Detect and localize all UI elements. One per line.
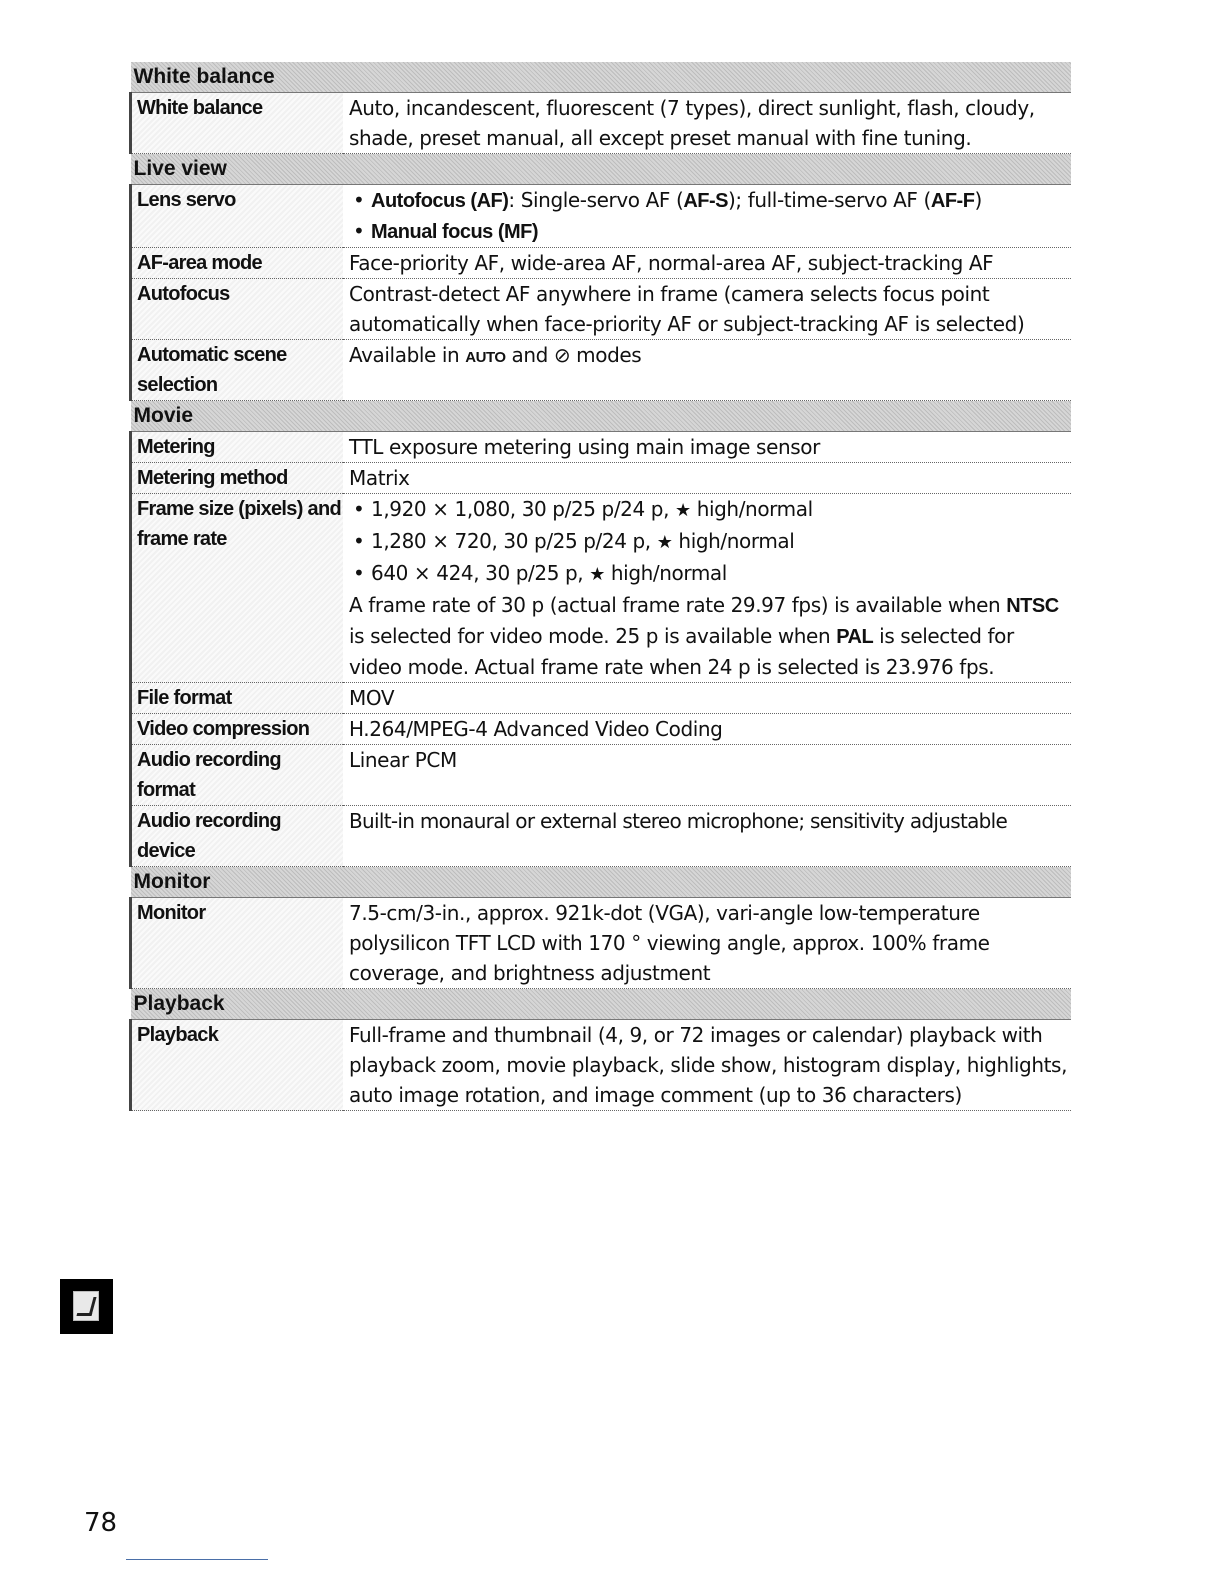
- lens-servo-list: [349, 185, 1071, 247]
- text-run: ); full-time-servo AF (: [728, 188, 931, 212]
- spec-row-automatic-scene-selection: [131, 340, 1072, 401]
- spec-value: [343, 185, 1071, 248]
- star-icon: ★: [675, 500, 691, 521]
- list-item: [349, 494, 1071, 526]
- section-header-live-view: [131, 154, 1072, 185]
- frame-rate-note: [349, 590, 1071, 682]
- text-run: is selected for video mode. Actual frame rate when 24 p is selected is 23.976 fps.: [349, 624, 1014, 679]
- spec-value: Full-frame and thumbnail (4, 9, or 72 images or calendar) playback with playback zoom, movie playback, slide show, histogram display, highlights, auto image rotation, and image comment (up to 36 characters): [343, 1020, 1071, 1111]
- text-run: 1,280 × 720, 30 p/25 p/24 p,: [371, 529, 657, 553]
- spec-row-autofocus: [131, 279, 1072, 340]
- section-header-monitor: [131, 867, 1072, 898]
- spec-label: White balance: [131, 93, 344, 154]
- spec-row-playback: [131, 1020, 1072, 1111]
- footer-rule: [126, 1559, 268, 1560]
- text-run: A frame rate of 30 p (actual frame rate 29.97 fps) is available when: [349, 593, 1007, 617]
- spec-value: Face-priority AF, wide-area AF, normal-area AF, subject-tracking AF: [343, 248, 1071, 279]
- bold-term: AF-S: [683, 190, 729, 212]
- spec-value: [343, 340, 1071, 401]
- spec-value: 7.5-cm/3-in., approx. 921k-dot (VGA), vari-angle low-temperature polysilicon TFT LCD with 170 ° viewing angle, approx. 100% frame coverage, and brightness adjustment: [343, 898, 1071, 989]
- spec-row-metering: [131, 432, 1072, 463]
- spec-label: Autofocus: [131, 279, 344, 340]
- spec-value: Matrix: [343, 463, 1071, 494]
- star-icon: ★: [589, 564, 605, 585]
- list-item: [349, 526, 1071, 558]
- bold-term: Manual focus (MF): [371, 221, 539, 243]
- bold-term: PAL: [836, 626, 874, 648]
- specifications-table: [129, 62, 1071, 1111]
- flash-off-mode-icon: ⊘: [553, 343, 571, 367]
- text-run: 1,920 × 1,080, 30 p/25 p/24 p,: [371, 497, 675, 521]
- spec-label: Video compression: [131, 714, 344, 745]
- spec-value: H.264/MPEG-4 Advanced Video Coding: [343, 714, 1071, 745]
- spec-label: Metering: [131, 432, 344, 463]
- text-run: Available in: [349, 343, 466, 367]
- spec-row-frame-size: [131, 494, 1072, 683]
- spec-value: Contrast-detect AF anywhere in frame (camera selects focus point automatically when face-priority AF or subject-tracking AF is selected): [343, 279, 1071, 340]
- section-title: Monitor: [131, 867, 1072, 898]
- spec-value: Linear PCM: [343, 745, 1071, 806]
- spec-row-af-area-mode: [131, 248, 1072, 279]
- section-title: Playback: [131, 989, 1072, 1020]
- bold-term: AF-F: [930, 190, 975, 212]
- section-title: Movie: [131, 401, 1072, 432]
- spec-label: File format: [131, 683, 344, 714]
- technical-notes-tab: [60, 1279, 113, 1334]
- section-title: Live view: [131, 154, 1072, 185]
- list-item: [349, 185, 1071, 216]
- spec-value: Auto, incandescent, fluorescent (7 types), direct sunlight, flash, cloudy, shade, preset manual, all except preset manual with fine tuning.: [343, 93, 1071, 154]
- spec-row-file-format: [131, 683, 1072, 714]
- spec-label: Audio recording format: [131, 745, 344, 806]
- text-run: modes: [570, 343, 642, 367]
- spec-label: Automatic scene selection: [131, 340, 344, 401]
- spec-label: Playback: [131, 1020, 344, 1111]
- spec-label: AF-area mode: [131, 248, 344, 279]
- text-run: ): [974, 188, 982, 212]
- technical-notes-icon: [73, 1291, 99, 1321]
- spec-value: Built-in monaural or external stereo microphone; sensitivity adjustable: [343, 806, 1071, 867]
- star-icon: ★: [656, 532, 673, 553]
- frame-size-list: [349, 494, 1071, 590]
- spec-row-monitor: [131, 898, 1072, 989]
- text-run: is selected for video mode. 25 p is available when: [349, 624, 837, 648]
- page-number: 78: [84, 1508, 118, 1538]
- section-header-white-balance: [131, 62, 1072, 93]
- section-header-playback: [131, 989, 1072, 1020]
- spec-row-audio-recording-format: [131, 745, 1072, 806]
- spec-value: MOV: [343, 683, 1071, 714]
- spec-row-video-compression: [131, 714, 1072, 745]
- spec-value: TTL exposure metering using main image sensor: [343, 432, 1071, 463]
- spec-row-lens-servo: [131, 185, 1072, 248]
- list-item: [349, 216, 1071, 247]
- spec-label: Metering method: [131, 463, 344, 494]
- text-run: : Single-servo AF (: [508, 188, 684, 212]
- bold-term: NTSC: [1006, 595, 1059, 617]
- section-title: White balance: [131, 62, 1072, 93]
- spec-row-metering-method: [131, 463, 1072, 494]
- text-run: high/normal: [690, 497, 813, 521]
- spec-row-white-balance: [131, 93, 1072, 154]
- text-run: high/normal: [604, 561, 727, 585]
- section-header-movie: [131, 401, 1072, 432]
- auto-mode-icon: AUTO: [465, 349, 506, 366]
- spec-label: Frame size (pixels) and frame rate: [131, 494, 344, 683]
- spec-label: Lens servo: [131, 185, 344, 248]
- bold-term: Autofocus (AF): [371, 190, 509, 212]
- text-run: high/normal: [672, 529, 795, 553]
- spec-value: [343, 494, 1071, 683]
- text-run: 640 × 424, 30 p/25 p,: [371, 561, 590, 585]
- list-item: [349, 558, 1071, 590]
- spec-row-audio-recording-device: [131, 806, 1072, 867]
- text-run: and: [505, 343, 554, 367]
- spec-label: Audio recording device: [131, 806, 344, 867]
- spec-label: Monitor: [131, 898, 344, 989]
